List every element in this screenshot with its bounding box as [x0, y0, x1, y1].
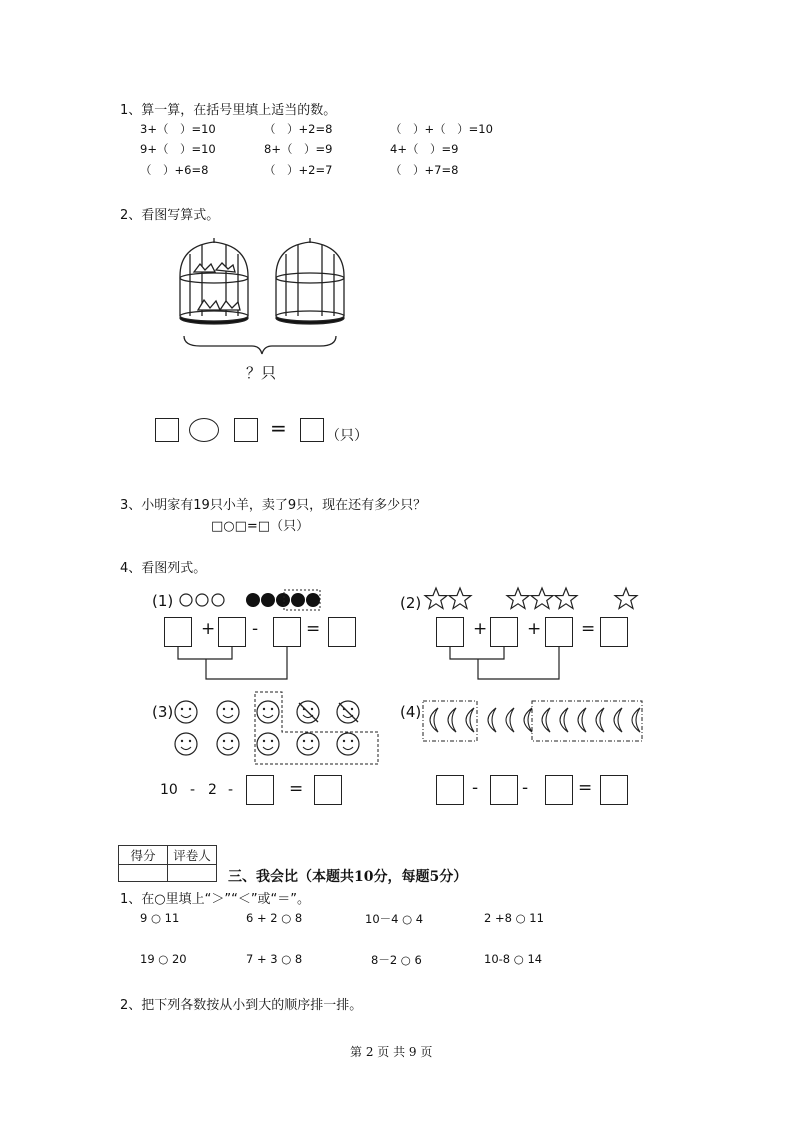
curly-brace-icon	[180, 334, 340, 356]
moon-icon	[596, 708, 604, 732]
dashed-group-box	[532, 701, 642, 741]
answer-box[interactable]	[545, 617, 573, 647]
comparison-item: 7 + 3 ○ 8	[246, 952, 303, 966]
answer-box[interactable]	[218, 617, 246, 647]
smiley-icon	[175, 701, 197, 723]
problem-label: (1)	[152, 592, 174, 610]
operator: =	[578, 778, 593, 798]
moon-icon	[466, 708, 474, 732]
smiley-faces-illustration	[168, 690, 383, 766]
moon-icon	[524, 708, 532, 732]
comparison-item: 2 +8 ○ 11	[484, 911, 544, 925]
operator: =	[306, 619, 321, 639]
moon-icon	[560, 708, 568, 732]
operator: -	[522, 778, 529, 798]
crescent-moons-illustration	[420, 698, 644, 744]
equation: （ ）+6=8	[140, 163, 209, 177]
operator: -	[252, 619, 259, 639]
birdcage-with-birds-icon	[180, 238, 248, 324]
expression-number: 2	[208, 782, 217, 798]
grader-header: 评卷人	[168, 846, 217, 865]
question-1-title: 1、算一算，在括号里填上适当的数。	[120, 103, 337, 118]
smiley-icon	[297, 733, 319, 755]
grader-cell[interactable]	[168, 865, 217, 882]
comparison-item: 8－2 ○ 6	[371, 953, 422, 967]
moon-icon	[632, 708, 640, 732]
answer-box[interactable]	[328, 617, 356, 647]
problem-label: (3)	[152, 703, 174, 721]
equation: （ ）+2=7	[264, 163, 333, 177]
question-4-title: 4、看图列式。	[120, 561, 207, 576]
smiley-icon	[217, 701, 239, 723]
answer-box[interactable]	[436, 617, 464, 647]
star-icon	[449, 588, 471, 609]
answer-box[interactable]	[234, 418, 258, 442]
equation: 3+（ ）=10	[140, 122, 216, 136]
operator: +	[527, 619, 542, 639]
circles-illustration	[176, 588, 322, 612]
equals-sign: =	[270, 416, 287, 440]
moon-icon	[506, 708, 514, 732]
bracket-connector	[170, 647, 300, 683]
section3-question-1-title: 1、在○里填上“＞”“＜”或“＝”。	[120, 892, 311, 907]
star-icon	[425, 588, 447, 609]
smiley-icon	[257, 701, 279, 723]
operator: +	[201, 619, 216, 639]
answer-box[interactable]	[545, 775, 573, 805]
answer-box[interactable]	[600, 775, 628, 805]
unit-label: （只）	[326, 428, 368, 444]
question-3-title: 3、小明家有19只小羊，卖了9只，现在还有多少只？	[120, 498, 427, 513]
star-icon	[615, 588, 637, 609]
equation: （ ）+2=8	[264, 122, 333, 136]
empty-birdcage-icon	[276, 238, 344, 324]
star-icon	[555, 588, 577, 609]
answer-box[interactable]	[490, 617, 518, 647]
smiley-icon	[217, 733, 239, 755]
moon-icon	[578, 708, 586, 732]
comparison-item: 19 ○ 20	[140, 952, 187, 966]
comparison-item: 10－4 ○ 4	[365, 912, 424, 926]
bracket-connector	[442, 647, 572, 683]
equation: 9+（ ）=10	[140, 142, 216, 156]
star-icon	[531, 588, 553, 609]
star-icon	[507, 588, 529, 609]
answer-box[interactable]	[600, 617, 628, 647]
moon-icon	[448, 708, 456, 732]
equals-sign: =	[289, 779, 304, 799]
operator-circle[interactable]	[189, 418, 219, 442]
answer-box[interactable]	[436, 775, 464, 805]
operator: -	[472, 778, 479, 798]
comparison-item: 10-8 ○ 14	[484, 952, 543, 966]
answer-box[interactable]	[490, 775, 518, 805]
operator: -	[228, 782, 234, 798]
equation: （ ）+7=8	[390, 163, 459, 177]
birdcages-illustration	[150, 236, 370, 346]
answer-template: □○□=□（只）	[211, 519, 310, 534]
moon-icon	[614, 708, 622, 732]
answer-box[interactable]	[273, 617, 301, 647]
filled-circle-icon	[246, 593, 320, 607]
problem-label: (4)	[400, 703, 422, 721]
answer-box[interactable]	[155, 418, 179, 442]
smiley-icon	[257, 733, 279, 755]
score-header: 得分	[119, 846, 168, 865]
equation: 8+（ ）=9	[264, 142, 333, 156]
smiley-icon	[175, 733, 197, 755]
moon-icon	[542, 708, 550, 732]
empty-circle-icon	[180, 594, 224, 606]
section3-question-2-title: 2、把下列各数按从小到大的顺序排一排。	[120, 998, 363, 1013]
stars-illustration	[420, 585, 645, 613]
equation: 4+（ ）=9	[390, 142, 459, 156]
answer-box[interactable]	[246, 775, 274, 805]
moon-icon	[430, 708, 438, 732]
question-2-title: 2、看图写算式。	[120, 208, 220, 223]
brace-label: ？只	[246, 364, 277, 382]
problem-label: (2)	[400, 594, 422, 612]
section-heading: 三、我会比（本题共10分，每题5分）	[228, 869, 468, 885]
score-table	[118, 845, 217, 882]
smiley-icon	[337, 733, 359, 755]
expression-number: 10	[160, 782, 178, 798]
comparison-item: 6 + 2 ○ 8	[246, 911, 303, 925]
equation: （ ）+（ ）=10	[390, 122, 493, 136]
answer-box[interactable]	[314, 775, 342, 805]
answer-box[interactable]	[164, 617, 192, 647]
operator: +	[473, 619, 488, 639]
operator: =	[581, 619, 596, 639]
moon-icon	[488, 708, 496, 732]
answer-box[interactable]	[300, 418, 324, 442]
score-cell[interactable]	[119, 865, 168, 882]
operator: -	[190, 782, 196, 798]
page-footer: 第 2 页 共 9 页	[350, 1045, 433, 1059]
comparison-item: 9 ○ 11	[140, 911, 180, 925]
